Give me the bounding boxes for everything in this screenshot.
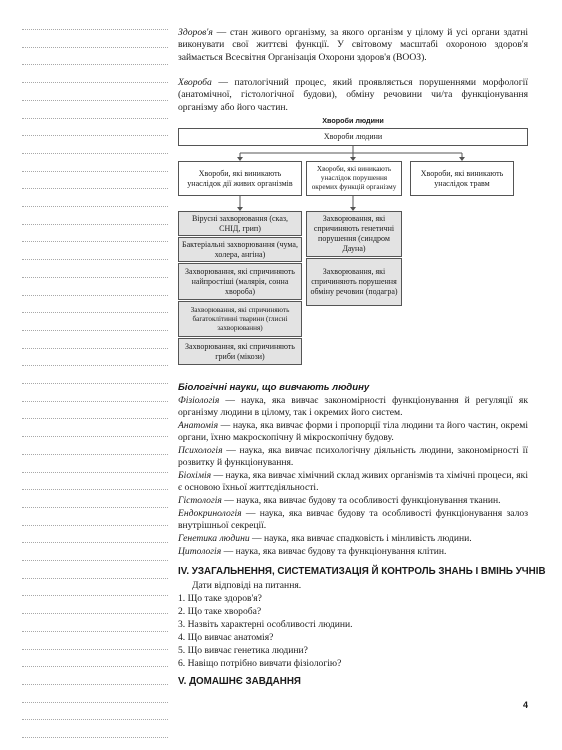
diagram-node-function-disorders: Хвороби, які виникають унаслідок порушення окремих функцій організму: [306, 161, 402, 196]
page-number: 4: [522, 700, 528, 710]
diagram-item-fungi: Захворювання, які спричиняють гриби (мікози): [178, 338, 302, 365]
bio-text: — наука, яка вивчає будову та особливості функціонування залоз внутрішньої секреції.: [178, 508, 528, 532]
diagram-item-genetic: Захворювання, які спричиняють генетичні порушення (синдром Дауна): [306, 211, 402, 257]
health-term: Здоров'я: [178, 27, 213, 38]
bio-genetics: [178, 533, 528, 545]
health-text: — стан живого організму, за якого організм у цілому й усі органи здатні виконувати свої життєві функції. У світовому масштабі охороною здоров'я займається Всесвітня Організація Охорони здоров'я (ВООЗ).: [178, 27, 528, 63]
bio-text: — наука, яка вивчає форми і пропорції тіла людини та його частин, окремі органи, їхню макроскопічну й мікроскопічну будову.: [178, 420, 528, 444]
bio-text: — наука, яка вивчає закономірності функціонування й регуляції як організму людини в цілому, так і окремих його систем.: [178, 395, 528, 419]
bio-term: Анатомія: [178, 420, 219, 431]
diagram-node-living-organisms: Хвороби, які виникають унаслідок дії живих організмів: [178, 161, 302, 196]
bio-physiology: [178, 395, 528, 420]
question-item: 2. Що таке хвороба?: [178, 606, 262, 617]
bio-term: Фізіологія: [178, 395, 220, 406]
question-item: 1. Що таке здоров'я?: [178, 593, 262, 604]
bio-text: — наука, яка вивчає хімічний склад живих організмів та хімічні процеси, які є основою їхньої життєдіяльності.: [178, 470, 528, 494]
diagram-item-metabolic: Захворювання, які спричиняють порушення обміну речовин (подагра): [306, 258, 402, 306]
diagram-item-bacterial: Бактеріальні захворювання (чума, холера, ангіна): [178, 237, 302, 262]
bio-cytology: [178, 546, 528, 558]
diagram-item-protozoa: Захворювання, які спричиняють найпростіші (малярія, сонна хвороба): [178, 263, 302, 300]
diagram-node-injuries: Хвороби, які виникають унаслідок травм: [410, 161, 514, 196]
bio-term: Психологія: [178, 445, 223, 456]
diagram-item-viral: Вірусні захворювання (сказ, СНІД, грип): [178, 211, 302, 236]
diagram-item-multicellular: Захворювання, які спричиняють багатоклітинні тварини (глисні захворювання): [178, 301, 302, 337]
question-item: 3. Назвіть характерні особливості людини.: [178, 619, 353, 630]
diagram-root-node: Хвороби людини: [178, 128, 528, 146]
bio-text: — наука, яка вивчає спадковість і мінливість людини.: [249, 533, 472, 544]
disease-text: — патологічний процес, який проявляється порушеннями морфології (анатомічної, гістологічної будови), обміну речовини чи/та функціонування організму або його частин.: [178, 77, 528, 113]
section-4-intro: Дати відповіді на питання.: [192, 580, 302, 591]
bio-biochemistry: [178, 470, 528, 495]
bio-text: — наука, яка вивчає будову та особливості функціонування тканин.: [221, 495, 501, 506]
question-item: 6. Навіщо потрібно вивчати фізіологію?: [178, 658, 342, 669]
bio-text: — наука, яка вивчає психологічну діяльність людини, закономірності її розвитку й функціонування.: [178, 445, 528, 469]
section-4-heading: IV. УЗАГАЛЬНЕННЯ, СИСТЕМАТИЗАЦІЯ Й КОНТРОЛЬ ЗНАНЬ І ВМІНЬ УЧНІВ: [178, 566, 546, 577]
disease-term: Хвороба: [178, 77, 212, 88]
question-item: 4. Що вивчає анатомія?: [178, 632, 274, 643]
bio-text: — наука, яка вивчає будову та функціонування клітин.: [221, 546, 447, 557]
section-5-heading: V. ДОМАШНЄ ЗАВДАННЯ: [178, 676, 301, 687]
bio-term: Ендокринологія: [178, 508, 242, 519]
bio-term: Біохімія: [178, 470, 212, 481]
bio-psychology: [178, 445, 528, 470]
bio-anatomy: [178, 420, 528, 445]
diagram-title: Хвороби людини: [322, 116, 384, 125]
bio-histology: [178, 495, 528, 507]
bio-term: Генетика людини: [178, 533, 250, 544]
bio-term: Цитологія: [178, 546, 222, 557]
bio-term: Гістологія: [178, 495, 222, 506]
question-item: 5. Що вивчає генетика людини?: [178, 645, 308, 656]
bio-endocrinology: [178, 508, 528, 533]
bio-heading: Біологічні науки, що вивчають людину: [178, 382, 370, 393]
